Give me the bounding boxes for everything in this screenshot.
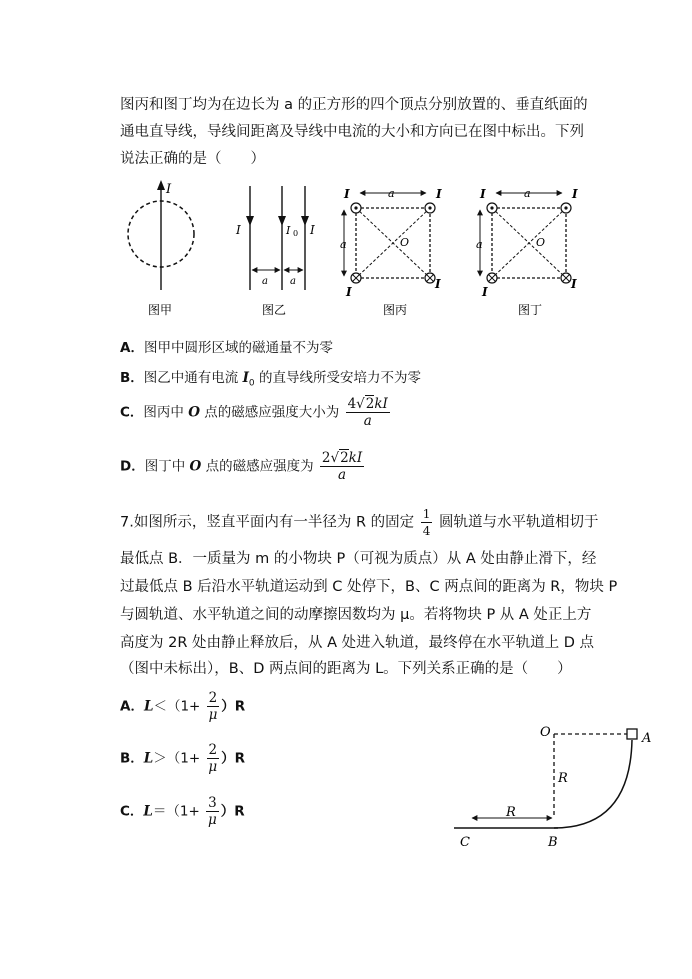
q7-line-1-post: 圆轨道与水平轨道相切于: [439, 514, 599, 531]
q7-quarter-den: 4: [422, 524, 431, 538]
bing-current-bl: I: [346, 285, 352, 299]
q6-c-radicand: 2: [365, 396, 375, 412]
bing-caption: 图丙: [383, 303, 408, 317]
q6-option-d-label: D．: [120, 458, 145, 475]
q7-line-1-pre: 7.如图所示，竖直平面内有一半径为 R 的固定: [120, 514, 415, 531]
q7-option-a-label: A．: [120, 698, 144, 715]
q6-figures: [110, 178, 590, 323]
q7-option-b-rhs: ）R: [221, 750, 245, 767]
ding-current-br: I: [571, 277, 577, 291]
q6-option-c-label: C．: [120, 404, 144, 421]
jia-current-label: I: [166, 182, 172, 197]
q6-option-d-mid: 点的磁感应强度为: [201, 458, 314, 475]
q6-option-c[interactable]: [120, 396, 392, 429]
q7-option-b-fraction: [207, 742, 220, 775]
figure-jia: [128, 180, 194, 317]
q7-option-c[interactable]: [120, 795, 245, 828]
q7-c-num: 3: [208, 795, 217, 811]
bing-center: O: [400, 236, 410, 249]
q7-line-6: （图中未标出），B、D 两点间的距离为 L。下列关系正确的是（ ）: [120, 661, 572, 677]
ding-side-top: a: [524, 187, 531, 200]
q7-option-a-lhs: L: [143, 698, 154, 715]
q6-c-tail: kI: [374, 396, 388, 412]
q6-option-b[interactable]: [120, 366, 421, 389]
q7-option-b-label: B．: [120, 750, 144, 767]
q7-option-c-lhs: L: [143, 803, 153, 820]
q6-option-a-text: 图甲中圆形区域的磁通量不为零: [143, 340, 333, 356]
ding-current-tr: I: [572, 187, 578, 201]
q7-b-num: 2: [208, 742, 218, 758]
q6-option-c-pre: 图丙中: [143, 404, 189, 421]
yi-left-current: I: [236, 223, 241, 237]
q7-option-b-lhs: L: [143, 750, 154, 767]
q6-option-d-fraction: $\frac{2√2kI}{a}$: [321, 450, 363, 483]
q7-option-a-rel: ＜（1+: [153, 698, 201, 715]
bing-current-tr: I: [436, 187, 442, 201]
q7-line-5: 高度为 2R 处由静止释放后，从 A 处进入轨道，最终停在水平轨道上 D 点: [120, 635, 595, 651]
q7-c-den: μ: [208, 812, 217, 828]
track-o-label: O: [540, 725, 551, 740]
figure-ding: [476, 187, 578, 317]
q6-option-b-post: 的直导线所受安培力不为零: [254, 370, 421, 386]
ding-side-left: a: [476, 238, 483, 251]
q6-option-d[interactable]: [120, 450, 366, 483]
q7-line-1: [120, 506, 599, 539]
track-b-label: B: [548, 835, 558, 850]
yi-caption: 图乙: [262, 303, 287, 317]
q7-option-b-rel: ＞（1+: [153, 750, 201, 767]
q6-c-coef: 4: [347, 396, 357, 412]
track-a-label: A: [642, 731, 652, 746]
yi-middle-current: I: [286, 224, 291, 237]
q7-option-c-rhs: ）R: [220, 803, 245, 820]
q6-option-d-var: O: [189, 458, 202, 475]
figure-bing: [340, 187, 442, 317]
q7-line-4: 与圆轨道、水平轨道之间的动摩擦因数均为 μ。若将物块 P 从 A 处正上方: [120, 607, 592, 623]
yi-right-current: I: [310, 223, 315, 237]
yi-middle-sub: 0: [293, 229, 299, 238]
q6-c-den: a: [363, 413, 372, 429]
q6-option-b-label: B．: [120, 370, 144, 386]
q6-line-2: 通电直导线，导线间距离及导线中电流的大小和方向已在图中标出。下列: [120, 124, 584, 140]
q7-quarter-fraction: [421, 506, 433, 539]
yi-gap-left: a: [262, 276, 268, 287]
q7-a-num: 2: [208, 690, 218, 706]
track-r-horizontal: R: [506, 805, 516, 820]
ding-center: O: [536, 236, 546, 249]
q6-option-a-label: A．: [120, 340, 144, 356]
q6-option-d-pre: 图丁中: [144, 458, 190, 475]
bing-side-top: a: [388, 187, 395, 200]
q7-line-3: 过最低点 B 后沿水平轨道运动到 C 处停下，B、C 两点间的距离为 R，物块 P: [120, 579, 618, 595]
bing-current-tl: I: [344, 187, 350, 201]
q7-line-2: 最低点 B．一质量为 m 的小物块 P（可视为质点）从 A 处由静止滑下，经: [120, 551, 597, 567]
q6-d-den: a: [338, 467, 347, 483]
q7-track-figure: [448, 720, 658, 855]
track-r-vertical: R: [558, 771, 568, 786]
q7-option-c-label: C．: [120, 803, 144, 820]
q7-option-c-fraction: [206, 795, 219, 828]
q7-quarter-num: 1: [422, 507, 431, 521]
ding-caption: 图丁: [518, 303, 543, 317]
yi-gap-right: a: [290, 276, 296, 287]
q6-d-tail: kI: [348, 450, 363, 466]
q6-option-a[interactable]: [120, 336, 333, 356]
q6-d-coef: 2: [321, 450, 331, 466]
q6-option-c-mid: 点的磁感应强度大小为: [199, 404, 340, 421]
figure-yi: [235, 186, 315, 317]
q6-d-radicand: 2: [340, 450, 349, 466]
track-c-label: C: [460, 835, 470, 850]
q6-option-b-sub: 0: [248, 378, 255, 389]
jia-caption: 图甲: [148, 303, 173, 317]
q6-option-b-var: I: [242, 370, 249, 386]
q7-option-b[interactable]: [120, 742, 245, 775]
q6-option-b-pre: 图乙中通有电流: [143, 370, 243, 386]
q7-option-c-rel: ＝（1+: [152, 803, 200, 820]
q6-line-3: 说法正确的是（ ）: [120, 151, 265, 167]
q7-a-den: μ: [208, 707, 218, 723]
bing-current-br: I: [435, 277, 441, 291]
q6-option-c-fraction: $\frac{4√2kI}{a}$: [347, 396, 388, 429]
ding-current-tl: I: [480, 187, 486, 201]
q6-line-1: 图丙和图丁均为在边长为 a 的正方形的四个顶点分别放置的、垂直纸面的: [120, 97, 588, 113]
ding-current-bl: I: [482, 285, 488, 299]
q7-b-den: μ: [208, 759, 218, 775]
bing-side-left: a: [340, 238, 347, 251]
q6-option-c-var: O: [188, 404, 200, 421]
q7-option-a[interactable]: [120, 690, 245, 723]
q7-option-a-fraction: [207, 690, 220, 723]
q7-option-a-rhs: ）R: [221, 698, 246, 715]
